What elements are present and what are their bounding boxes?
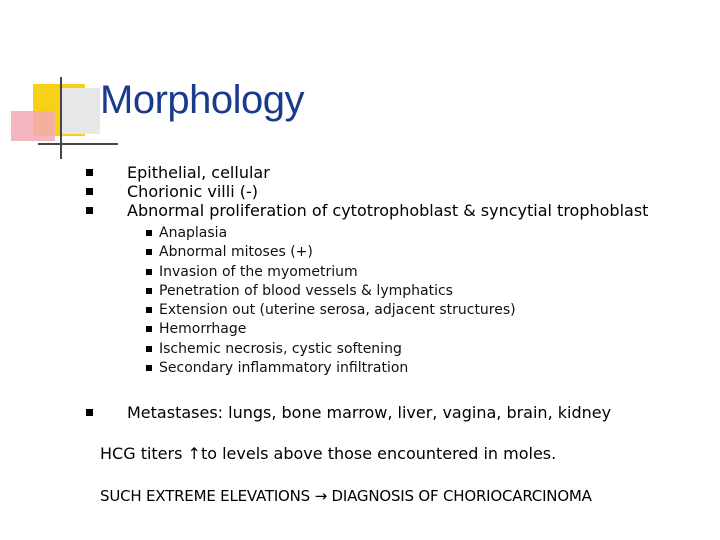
square-bullet-icon (146, 365, 152, 371)
sub-bullet-item: Penetration of blood vessels & lymphatics (146, 282, 516, 301)
sub-bullet-item: Hemorrhage (146, 320, 516, 339)
conclusion-statement: SUCH EXTREME ELEVATIONS → DIAGNOSIS OF CHORIOCARCINOMA (100, 487, 592, 505)
bullet-item: Chorionic villi (-) (100, 182, 700, 201)
sub-bullet-item: Extension out (uterine serosa, adjacent structures) (146, 301, 516, 320)
square-bullet-icon (146, 288, 152, 294)
decor-vertical-line (60, 77, 62, 159)
slide-title: Morphology (100, 78, 305, 122)
decor-pink-square (11, 111, 55, 141)
decor-horizontal-line (38, 143, 118, 145)
square-bullet-icon (146, 307, 152, 313)
square-bullet-icon (146, 346, 152, 352)
square-bullet-icon (86, 169, 93, 176)
square-bullet-icon (146, 230, 152, 236)
decor-grey-square (62, 88, 100, 134)
square-bullet-icon (86, 207, 93, 214)
bullet-list-main (100, 163, 700, 220)
square-bullet-icon (146, 326, 152, 332)
bullet-item: Abnormal proliferation of cytotrophoblast & syncytial trophoblast (100, 201, 700, 220)
square-bullet-icon (146, 269, 152, 275)
up-arrow-icon: ↑ (187, 444, 201, 463)
sub-bullet-item: Abnormal mitoses (+) (146, 243, 516, 262)
square-bullet-icon (86, 188, 93, 195)
square-bullet-icon (146, 249, 152, 255)
square-bullet-icon (86, 409, 93, 416)
right-arrow-icon: → (314, 487, 327, 505)
hcg-statement: HCG titers ↑to levels above those encountered in moles. (100, 444, 557, 463)
sub-bullet-item: Secondary inflammatory infiltration (146, 359, 516, 378)
bullet-item: Epithelial, cellular (100, 163, 700, 182)
sub-bullet-item: Ischemic necrosis, cystic softening (146, 340, 516, 359)
sub-bullet-item: Invasion of the myometrium (146, 263, 516, 282)
bullet-item: Metastases: lungs, bone marrow, liver, vagina, brain, kidney (100, 403, 700, 422)
bullet-list-sub (146, 224, 516, 378)
bullet-list-metastases (100, 403, 700, 422)
sub-bullet-item: Anaplasia (146, 224, 516, 243)
